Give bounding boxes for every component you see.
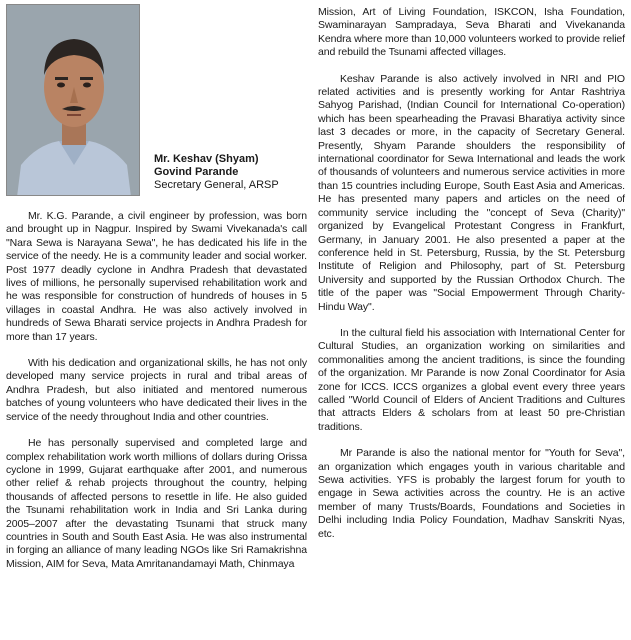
- person-name-line1: Mr. Keshav (Shyam): [154, 153, 259, 165]
- right-column: [318, 6, 625, 554]
- photo-caption: [154, 153, 314, 192]
- person-name-line2: Govind Parande: [154, 166, 239, 178]
- portrait-photo: [6, 4, 140, 196]
- left-column: [6, 210, 307, 584]
- right-paragraph-1: Keshav Parande is also actively involved in NRI and PIO related activities and is presently working for Antar Rashtriya Sahyog Parishad, (Indian Council for International Co-operation) which has been spearheading the Pravasi Bharatiya activity since last 3 decades or more, in the capacity of Secretary General. Presently, Shyam Parande shoulders the responsibility of international coordinator for Sewa International and leads the work of thousands of volunteers and numerous service activities in more than 15 countries including Europe, South East Asia and Americas. He has presented many papers and articles on the need of community service including the "concept of Seva (Charity)" organized by Evangelical Protestant Congress in Frankfurt, Germany, in January 2001. He also presented a paper at the conference held in St. Petersburg, Russia, by the St. Petersburg Institute of Religion and Philosophy, part of St. Petersburg University and supported by the Russian Orthodox Church. The title of the paper was "Social Empowerment Through Charity- Hindu Way".: [318, 72, 625, 313]
- left-paragraph-3: He has personally supervised and completed large and complex rehabilitation work worth millions of dollars during Orissa cyclone in 1999, Gujarat earthquake after 2001, and numerous other relief & rehab projects throughout the country, helping thousands of affected persons to resettle in life. He also guided the Tsunami rehabilitation work in India and Sri Lanka during 2005–2007 after the devastating Tsunami that struck many countries in South and South East Asia. He was also instrumental in forging an alliance of many leading NGOs like Sri Ramakrishna Mission, AIM for Seva, Mata Amritanandamayi Math, Chinmaya: [6, 437, 307, 570]
- person-title: Secretary General, ARSP: [154, 179, 279, 191]
- left-paragraph-1: Mr. K.G. Parande, a civil engineer by profession, was born and brought up in Nagpur. Inspired by Swami Vivekanada's call "Nara Sewa is Narayana Sewa", he has dedicated his life in the service of the needy. He is a community leader and social worker. Post 1977 deadly cyclone in Andhra Pradesh that devastated lives of millions, he personally supervised rehabilitation work and he was responsible for construction of hundreds of houses in 5 villages in coastal Andhra. He was also actively involved in hundreds of Sewa Bharati service projects in Andhra Pradesh for more than 17 years.: [6, 210, 307, 343]
- right-paragraph-3: Mr Parande is also the national mentor for "Youth for Seva", an organization which engages youth in various charitable and Sewa activities. YFS is probably the largest forum for youth to engage in Sewa activities across the country. He is an active member of many Trusts/Boards, Foundations and Societies in Delhi including India Policy Foundation, Madhav Sanskriti Nyas, etc.: [318, 447, 625, 540]
- portrait-photo-icon: [7, 5, 140, 196]
- left-paragraph-2: With his dedication and organizational skills, he has not only developed many service projects in rural and tribal areas of Andhra Pradesh, but also initiated and mentored numerous batches of young volunteers who have dedicated their lives in the service of the needy throughout India and other countries.: [6, 357, 307, 423]
- right-paragraph-continued: Mission, Art of Living Foundation, ISKCON, Isha Foundation, Swaminarayan Sampradaya, Seva Bharati and Vivekananda Kendra where more than 10,000 volunteers worked to provide relief and rebuild the Tsunami affected villages.: [318, 6, 625, 59]
- right-paragraph-2: In the cultural field his association with International Center for Cultural Studies, an organization working on similarities and commonalities among the ancient traditions, is since the founding of the organization. Mr Parande is now Zonal Coordinator for Asia zone for ICCS. ICCS organizes a global event every three years called "World Council of Elders of Ancient Traditions and Cultures that attracts Elders & scholars from at least 50 pre-Christian traditions.: [318, 326, 625, 433]
